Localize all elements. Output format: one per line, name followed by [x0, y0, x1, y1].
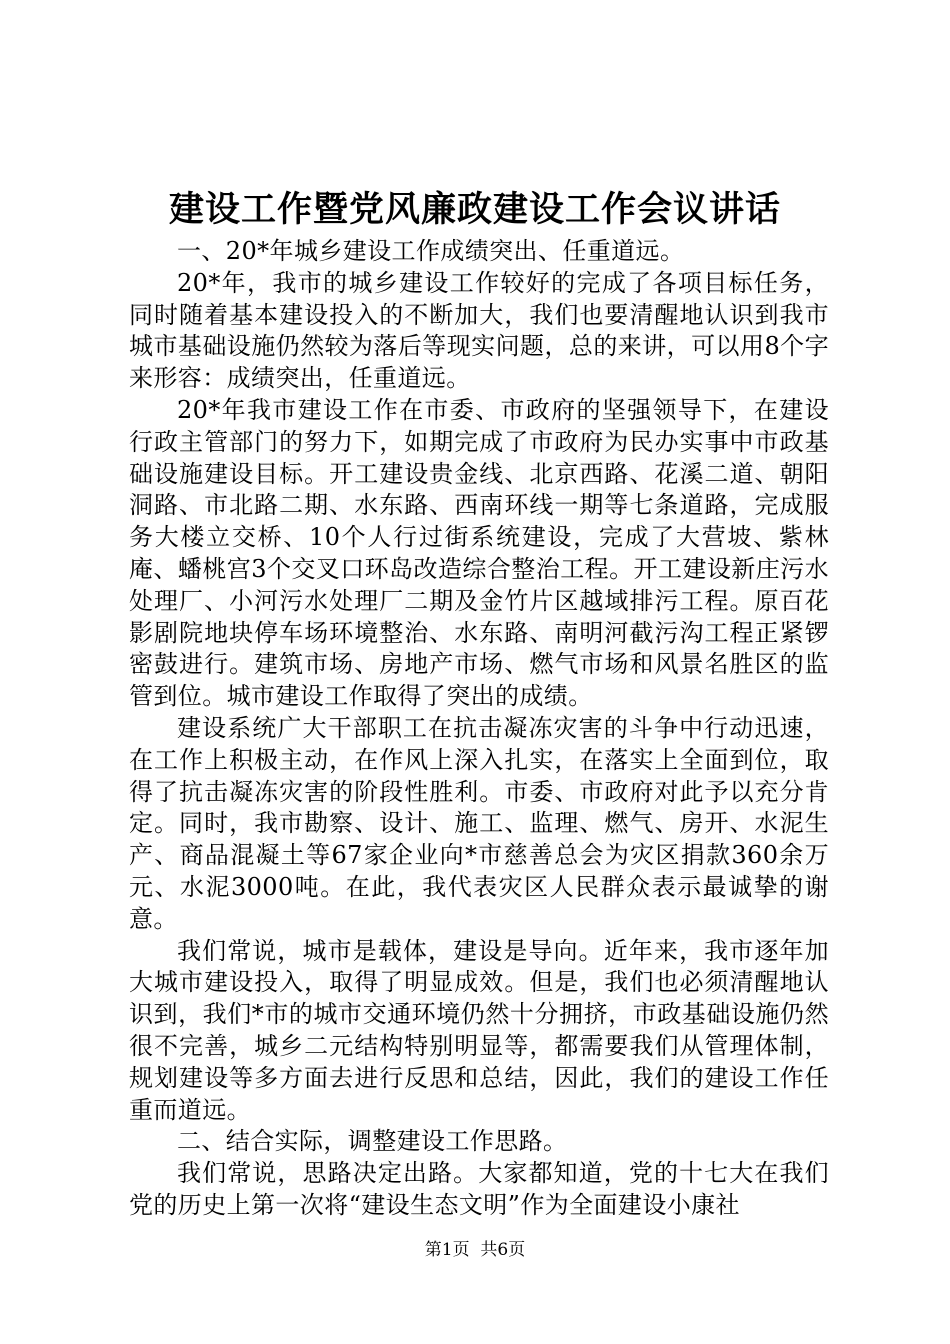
paragraph: 建设系统广大干部职工在抗击凝冻灾害的斗争中行动迅速，在工作上积极主动，在作风上深入扎实，在落实上全面到位，取得了抗击凝冻灾害的阶段性胜利。市委、市政府对此予以充分肯定。同时，我市勘察、设计、施工、监理、燃气、房开、水泥生产、商品混凝土等67家企业向*市慈善总会为灾区捐款360余万元、水泥3000吨。在此，我代表灾区人民群众表示最诚挚的谢意。	[129, 713, 829, 933]
footer-spacer	[470, 1240, 481, 1260]
paragraph: 20*年，我市的城乡建设工作较好的完成了各项目标任务，同时随着基本建设投入的不断加大，我们也要清醒地认识到我市城市基础设施仍然较为落后等现实问题，总的来讲，可以用8个字来形容：成绩突出，任重道远。	[129, 268, 829, 393]
paragraph: 20*年我市建设工作在市委、市政府的坚强领导下，在建设行政主管部门的努力下，如期完成了市政府为民办实事中市政基础设施建设目标。开工建设贵金线、北京西路、花溪二道、朝阳洞路、市北路二期、水东路、西南环线一期等七条道路，完成服务大楼立交桥、10个人行过街系统建设，完成了大营坡、紫林庵、蟠桃宫3个交叉口环岛改造综合整治工程。开工建设新庄污水处理厂、小河污水处理厂二期及金竹片区越域排污工程。原百花影剧院地块停车场环境整治、水东路、南明河截污沟工程正紧锣密鼓进行。建筑市场、房地产市场、燃气市场和风景名胜区的监管到位。城市建设工作取得了突出的成绩。	[129, 395, 829, 711]
page-footer	[0, 1238, 950, 1262]
section-heading-2: 二、结合实际，调整建设工作思路。	[177, 1127, 568, 1156]
document-body	[129, 236, 829, 1222]
paragraph: 我们常说，城市是载体，建设是导向。近年来，我市逐年加大城市建设投入，取得了明显成效。但是，我们也必须清醒地认识到，我们*市的城市交通环境仍然十分拥挤，市政基础设施仍然很不完善，城乡二元结构特别明显等，都需要我们从管理体制，规划建设等多方面去进行反思和总结，因此，我们的建设工作任重而道远。	[129, 936, 829, 1124]
page-total: 共6页	[480, 1240, 526, 1260]
section-heading-1: 一、20*年城乡建设工作成绩突出、任重道远。	[177, 237, 685, 265]
page-number: 第1页	[424, 1240, 470, 1260]
document-title: 建设工作暨党风廉政建设工作会议讲话	[168, 189, 781, 230]
paragraph: 我们常说，思路决定出路。大家都知道，党的十七大在我们党的历史上第一次将“建设生态文明”作为全面建设小康社	[129, 1159, 829, 1219]
